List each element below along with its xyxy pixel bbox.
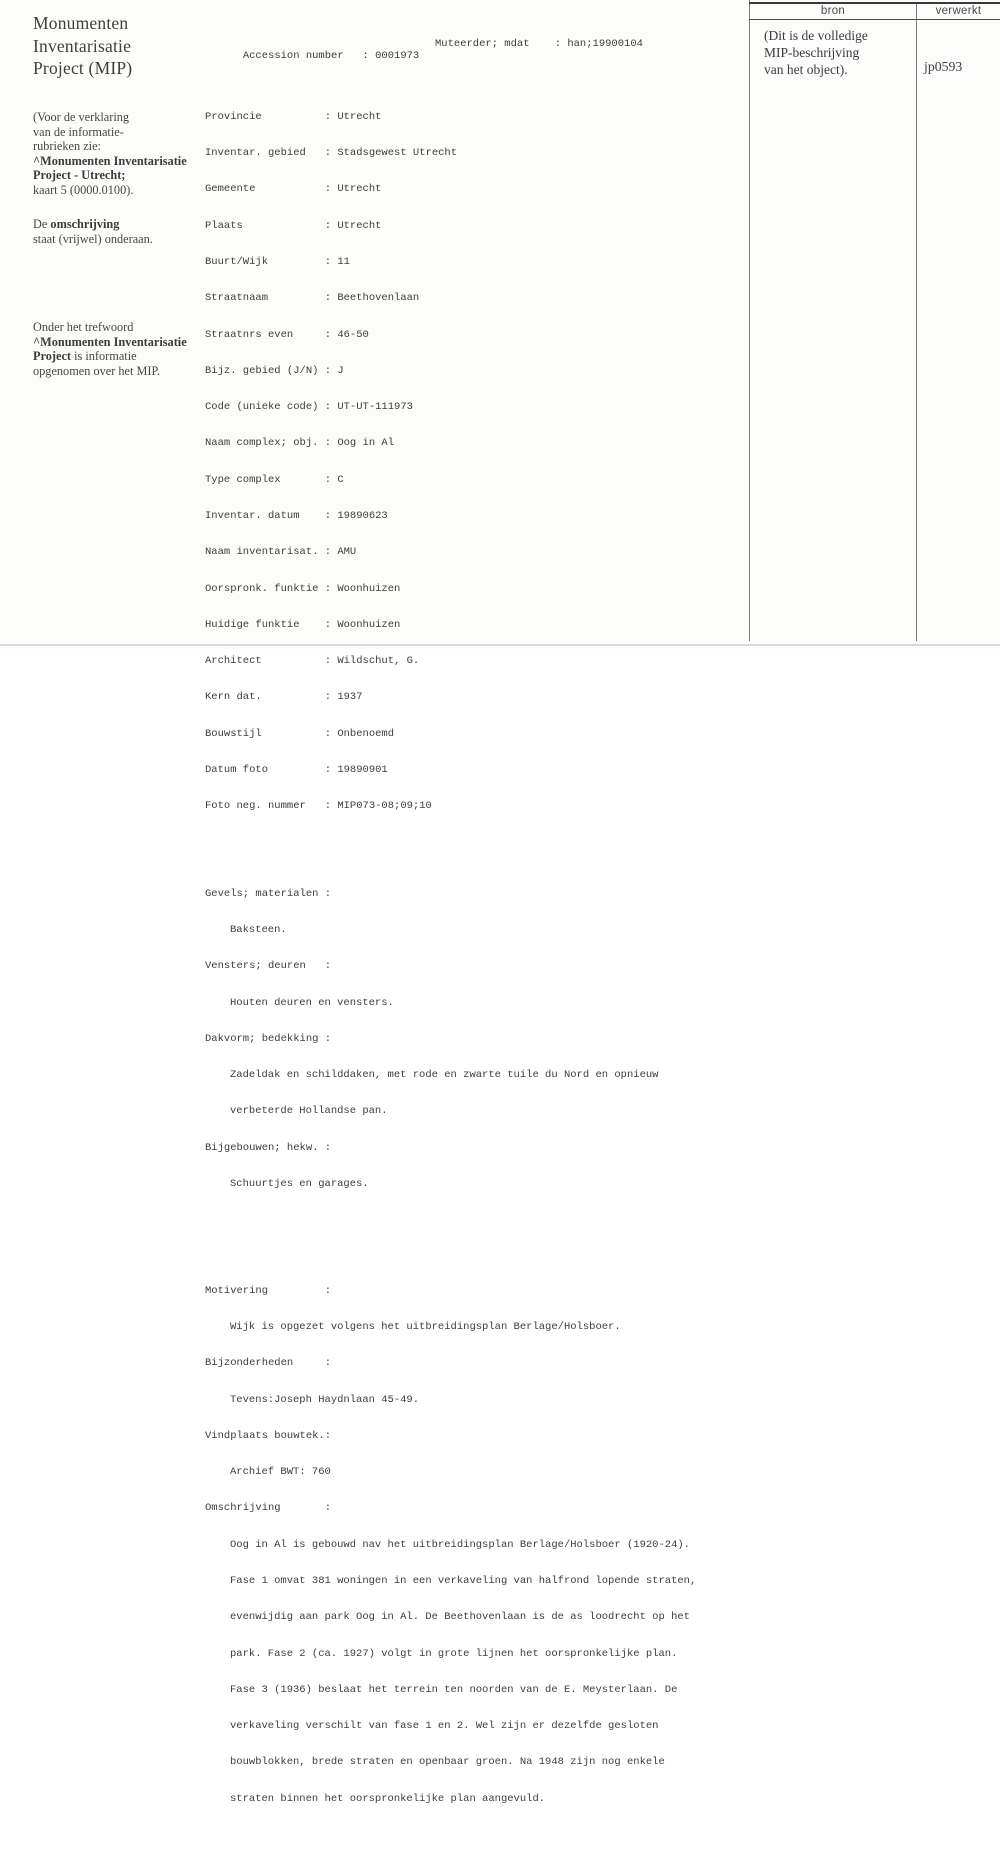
field-separator: : (324, 509, 332, 522)
note-line-bold: ^Monumenten Inventarisatie (33, 334, 187, 349)
section-line: Baksteen. (230, 924, 287, 937)
section-group-description (205, 1261, 696, 1829)
field-separator: : (324, 292, 332, 305)
field-row (205, 256, 696, 268)
section-label: Bijgebouwen; hekw. : (205, 1141, 332, 1154)
field-separator: : (324, 328, 332, 341)
section-label: Motivering : (205, 1284, 332, 1297)
field-label: Oorspronk. funktie (205, 582, 319, 595)
field-value: Oog in Al (337, 437, 395, 450)
field-separator: : (324, 655, 332, 668)
field-label: Naam complex; obj. (205, 437, 319, 450)
field-row (205, 655, 696, 667)
page-title-line: Inventarisatie (33, 35, 132, 56)
field-separator: : (324, 691, 332, 704)
field-value: han;19900104 (567, 38, 643, 51)
section-label: Dakvorm; bedekking : (205, 1032, 332, 1045)
panel-column-divider-rule (916, 2, 917, 641)
field-value: 19890901 (337, 763, 388, 776)
page-title-line: Project (MIP) (33, 58, 133, 78)
field-label: Buurt/Wijk (205, 255, 269, 268)
field-value: Stadsgewest Utrecht (337, 147, 458, 160)
field-label: Naam inventarisat. (205, 546, 319, 559)
bron-note-line: MIP-beschrijving (764, 45, 860, 60)
field-value: C (337, 473, 344, 486)
field-value: Woonhuizen (337, 582, 401, 595)
mip-record (205, 2, 696, 1853)
field-separator: : (324, 727, 332, 740)
page-title-line: Monumenten (33, 13, 129, 33)
section-line: Oog in Al is gebouwd nav het uitbreidingsplan Berlage/Holsboer (1920-24). (230, 1538, 690, 1551)
field-separator: : (324, 147, 332, 160)
field-label: Kern dat. (205, 691, 262, 704)
sidebar-note-explanation (33, 110, 187, 198)
field-row (205, 111, 696, 123)
field-separator: : (324, 364, 332, 377)
field-label: Type complex (205, 473, 281, 486)
sidebar-note-trefwoord (33, 320, 187, 378)
note-line (33, 349, 187, 364)
field-row (205, 365, 696, 377)
field-row (205, 292, 696, 304)
section-line: Fase 3 (1936) beslaat het terrein ten noorden van de E. Meysterlaan. De (230, 1683, 678, 1696)
field-row (205, 437, 696, 449)
field-row (205, 183, 696, 195)
page-title (33, 12, 132, 80)
note-line: (Voor de verklaring (33, 110, 130, 124)
field-separator: : (324, 183, 332, 196)
field-separator: : (362, 50, 369, 63)
field-value: J (337, 364, 344, 377)
section-line: Zadeldak en schilddaken, met rode en zwarte tuile du Nord en opnieuw (230, 1069, 659, 1082)
section-line: Wijk is opgezet volgens het uitbreidingsplan Berlage/Holsboer. (230, 1321, 621, 1334)
field-value: Utrecht (337, 219, 382, 232)
note-line: staat (vrijwel) onderaan. (33, 231, 153, 246)
section-group-building (205, 864, 696, 1215)
page-bottom-rule (0, 644, 1000, 646)
field-row-muteerder (435, 38, 643, 50)
bron-note-line: (Dit is de volledige (764, 28, 868, 43)
section-line: verbeterde Hollandse pan. (230, 1105, 388, 1118)
note-line-bold: ^Monumenten Inventarisatie (33, 153, 187, 168)
sidebar-note-omschrijving (33, 217, 153, 246)
field-label: Plaats (205, 219, 243, 232)
field-row (205, 474, 696, 486)
field-separator: : (324, 763, 332, 776)
field-row (205, 546, 696, 558)
field-value: Onbenoemd (337, 727, 395, 740)
section-line: Archief BWT: 760 (230, 1466, 331, 1479)
field-value: Beethovenlaan (337, 292, 420, 305)
field-label: Accession number (242, 50, 344, 63)
note-line: Onder het trefwoord (33, 320, 134, 334)
field-value: MIP073-08;09;10 (337, 800, 432, 813)
field-row (205, 583, 696, 595)
field-label: Inventar. gebied (205, 147, 306, 160)
field-row (205, 220, 696, 232)
field-separator: : (324, 618, 332, 631)
field-label: Provincie (205, 110, 262, 123)
note-text-bold: Project (33, 349, 72, 364)
field-value: 19890623 (337, 509, 388, 522)
field-separator: : (554, 38, 562, 51)
field-label: Muteerder; mdat (435, 38, 530, 51)
section-label: Omschrijving : (205, 1502, 332, 1515)
field-value: Utrecht (337, 183, 382, 196)
field-value: Woonhuizen (337, 618, 401, 631)
verwerkt-value: jp0593 (924, 59, 963, 74)
field-row (205, 510, 696, 522)
note-text-bold: omschrijving (50, 217, 120, 231)
section-line: bouwblokken, brede straten en openbaar groen. Na 1948 zijn nog enkele (230, 1756, 665, 1769)
field-value: AMU (337, 546, 357, 559)
field-separator: : (324, 255, 332, 268)
field-row (205, 147, 696, 159)
field-value: UT-UT-111973 (337, 401, 413, 414)
section-line: Fase 1 omvat 381 woningen in een verkaveling van halfrond lopende straten, (230, 1575, 697, 1587)
section-line: Houten deuren en vensters. (230, 996, 394, 1009)
bron-note (764, 27, 914, 78)
field-value: 1937 (337, 691, 363, 704)
field-row (205, 691, 696, 703)
section-line: Schuurtjes en garages. (230, 1178, 369, 1190)
note-text: is informatie (71, 349, 137, 364)
field-label: Straatnaam (205, 292, 269, 305)
section-line: straten binnen het oorspronkelijke plan aangevuld. (230, 1792, 546, 1805)
section-label: Bijzonderheden : (205, 1357, 332, 1370)
field-label: Straatnrs even (205, 328, 294, 341)
field-label: Bijz. gebied (J/N) (205, 364, 319, 377)
panel-left-rule (749, 0, 750, 641)
field-row (205, 764, 696, 776)
section-label: Vindplaats bouwtek.: (205, 1429, 332, 1442)
note-line-bold: Project - Utrecht; (33, 168, 126, 183)
field-row-accession (205, 38, 696, 86)
note-line: van de informatie- (33, 124, 124, 139)
section-line: Tevens:Joseph Haydnlaan 45-49. (230, 1393, 420, 1406)
note-line: rubrieken zie: (33, 139, 101, 154)
field-value: Wildschut, G. (337, 655, 420, 668)
field-separator: : (324, 800, 332, 813)
note-line (33, 217, 153, 232)
field-label: Architect (205, 655, 262, 668)
field-separator: : (324, 473, 332, 486)
field-label: Code (unieke code) (205, 401, 319, 414)
verwerkt-column-header: verwerkt (935, 5, 982, 17)
field-row (205, 800, 696, 812)
field-label: Foto neg. nummer (205, 800, 306, 813)
panel-header-bottom-rule (749, 19, 1000, 20)
note-text: De (33, 217, 51, 231)
bron-column-header: bron (820, 5, 846, 17)
field-label: Datum foto (205, 763, 269, 776)
field-label: Huidige funktie (205, 618, 300, 631)
field-value: 0001973 (375, 50, 420, 63)
note-line: opgenomen over het MIP. (33, 363, 161, 378)
field-row (205, 401, 696, 413)
field-separator: : (324, 219, 332, 232)
field-separator: : (324, 110, 332, 123)
field-row (205, 619, 696, 631)
note-line: kaart 5 (0000.0100). (33, 182, 134, 197)
bron-note-line: van het object). (764, 62, 848, 77)
field-label: Bouwstijl (205, 727, 262, 740)
field-value: 11 (337, 255, 350, 268)
field-separator: : (324, 546, 332, 559)
field-value: 46-50 (337, 328, 369, 341)
section-line: park. Fase 2 (ca. 1927) volgt in grote lijnen het oorspronkelijke plan. (230, 1647, 678, 1660)
section-label: Vensters; deuren : (205, 960, 332, 973)
field-label: Inventar. datum (205, 509, 300, 522)
section-line: evenwijdig aan park Oog in Al. De Beethovenlaan is de as loodrecht op het (230, 1611, 690, 1624)
section-line: verkaveling verschilt van fase 1 en 2. Wel zijn er dezelfde gesloten (230, 1720, 659, 1733)
field-separator: : (324, 582, 332, 595)
field-row (205, 728, 696, 740)
field-row (205, 329, 696, 341)
field-value: Utrecht (337, 110, 382, 123)
field-separator: : (324, 437, 332, 450)
section-label: Gevels; materialen : (205, 887, 332, 900)
field-label: Gemeente (205, 183, 256, 196)
field-separator: : (324, 401, 332, 414)
